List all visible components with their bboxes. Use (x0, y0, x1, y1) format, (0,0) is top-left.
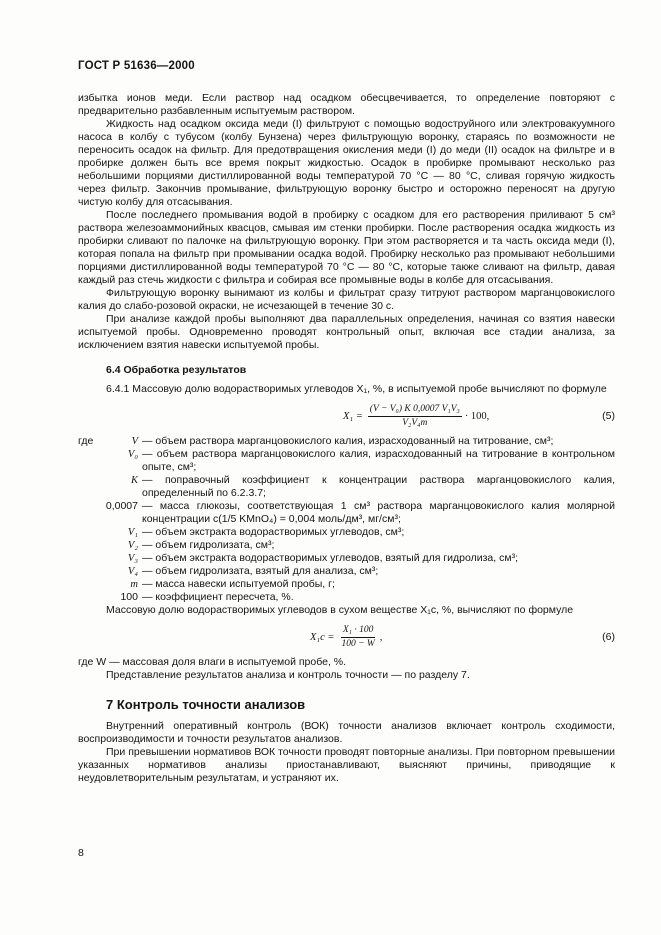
formula-6-rhs: , (379, 631, 383, 643)
definition-text: — поправочный коэффициент к концентрации раствора марганцовокислого калия, определенный по 6.2.3.7; (142, 474, 615, 499)
definition-row (78, 448, 615, 474)
paragraph-4: Фильтрующую воронку вынимают из колбы и фильтрат сразу титруют раствором марганцовокислого калия до слабо-розовой окраски, не исчезающей в течение 30 с. (78, 287, 615, 312)
document-body (78, 92, 615, 785)
definition-text: — масса навески испытуемой пробы, г; (142, 578, 335, 590)
section-6-4-1-text: 6.4.1 Массовую долю водорастворимых углеводов X₁, %, в испытуемой пробе вычисляют по формуле (106, 383, 607, 395)
definition-symbol: V₄ (127, 566, 138, 577)
paragraph-5: При анализе каждой пробы выполняют два параллельных определения, начиная со взятия навески испытуемой пробы. Одновременно проводят контрольный опыт, включая все стадии анализа, за исключением взятия навески испытуемой пробы. (78, 313, 615, 351)
definition-row (78, 578, 615, 591)
formula-5 (78, 402, 615, 430)
formula-5-number: (5) (602, 410, 615, 422)
definition-symbol: V (131, 436, 138, 447)
paragraph-2: Жидкость над осадком оксида меди (I) фильтруют с помощью водоструйного или электровакуумного насоса в колбу с тубусом (колбу Бунзена) через фильтрующую воронку, стараясь по возможности не переносить осадок на фильтр. Для предотвращения окисления меди (I) до меди (II) осадок на фильтре и в пробирке должен быть все время покрыт жидкостью. Осадок в пробирке промывают несколько раз небольшими порциями дистиллированной воды температурой 70 °С — 80 °С, сливая горячую жидкость через фильтр. Закончив промывание, фильтрующую воронку быстро и осторожно переносят на другую чистую колбу для отсасывания. (78, 118, 615, 208)
definition-symbol: 0,0007 (105, 500, 138, 512)
definition-row (78, 500, 615, 526)
formula-6-lhs: X₁с = (310, 631, 335, 643)
formula-6 (78, 623, 615, 651)
section-6-4-heading: 6.4 Обработка результатов (106, 364, 247, 376)
formula-6-number: (6) (602, 631, 615, 643)
definition-row (78, 474, 615, 500)
formula-5-rhs: · 100, (464, 410, 490, 422)
formula-5-numerator: (V − V₀) K 0,0007 V₁V₃ (368, 404, 462, 417)
formula-6-denominator: 100 − W (341, 638, 375, 649)
formula-5-lhs: X₁ = (343, 410, 363, 422)
where-label: где (78, 435, 94, 447)
definition-row (78, 539, 615, 552)
formula-5-fraction (368, 404, 462, 429)
section-7-paragraph-2: При превышении нормативов ВОК точности проводят повторные анализы. При повторном превышении указанных нормативов анализы приостанавливают, выясняют причины, приводящие к неудовлетворительным результатам, и устраняют их. (78, 746, 615, 784)
definition-symbol: K (130, 475, 138, 486)
definition-row (78, 435, 615, 448)
definition-symbol: V₀ (127, 449, 138, 460)
results-reference: Представление результатов анализа и контроль точности — по разделу 7. (106, 669, 470, 681)
definition-symbol: V₁ (127, 527, 138, 538)
paragraph-1: избытка ионов меди. Если раствор над осадком обесцвечивается, то определение повторяют с предварительно разбавленным испытуемым раствором. (78, 92, 615, 117)
page-number: 8 (78, 847, 84, 859)
definition-row (78, 552, 615, 565)
formula-5-denominator: V₂V₄m (402, 417, 428, 428)
section-7-heading: 7 Контроль точности анализов (106, 697, 306, 712)
definition-symbol: V₃ (127, 553, 138, 564)
moisture-definition: где W — массовая доля влаги в испытуемой пробе, %. (78, 656, 347, 668)
section-7-paragraph-1: Внутренний оперативный контроль (ВОК) точности анализов включает контроль сходимости, воспроизводимости и точности результатов анализов. (78, 720, 615, 745)
definition-row (78, 565, 615, 578)
definition-row (78, 526, 615, 539)
definition-symbol: 100 (120, 591, 138, 603)
definition-text: — объем гидролизата, см³; (142, 539, 275, 551)
definition-row (78, 591, 615, 604)
definition-text: — масса глюкозы, соответствующая 1 см³ раствора марганцовокислого калия молярной концентрации с(1/5 KMnO₄) = 0,004 моль/дм³, мг/см³; (142, 500, 615, 525)
definition-text: — объем экстракта водорастворимых углеводов, взятый для гидролиза, см³; (142, 552, 518, 564)
definition-text: — коэффициент пересчета, %. (142, 591, 294, 603)
definition-symbol: m (130, 579, 138, 590)
definition-text: — объем раствора марганцовокислого калия, израсходованный на титрование в контрольном опыте, см³; (142, 448, 615, 473)
paragraph-3: После последнего промывания водой в пробирку с осадком для его растворения приливают 5 см³ раствора железоаммонийных квасцов, смывая им стенки пробирки. После растворения осадка жидкость из пробирки сливают по палочке на фильтрующую воронку. При этом растворяется и та часть оксида меди (I), которая попала на фильтр при промывании осадка водой. Пробирку несколько раз промывают небольшими порциями дистиллированной воды температурой 70 °С — 80 °С, которые также сливают на фильтр, давая каждый раз стечь жидкости с фильтра и собирая все промывные воды в колбе для отсасывания. (78, 209, 615, 286)
definition-text: — объем экстракта водорастворимых углеводов, см³; (142, 526, 405, 538)
dry-matter-text: Массовую долю водорастворимых углеводов в сухом веществе X₁с, %, вычисляют по формуле (106, 604, 574, 616)
definition-text: — объем раствора марганцовокислого калия, израсходованный на титрование, см³; (142, 435, 554, 447)
document-header: ГОСТ Р 51636—2000 (78, 60, 195, 72)
formula-6-fraction (339, 625, 376, 650)
formula-6-numerator: X₁ · 100 (341, 625, 375, 638)
definition-symbol: V₂ (127, 540, 138, 551)
variable-definitions (78, 435, 615, 604)
definition-text: — объем гидролизата, взятый для анализа, см³; (142, 565, 379, 577)
